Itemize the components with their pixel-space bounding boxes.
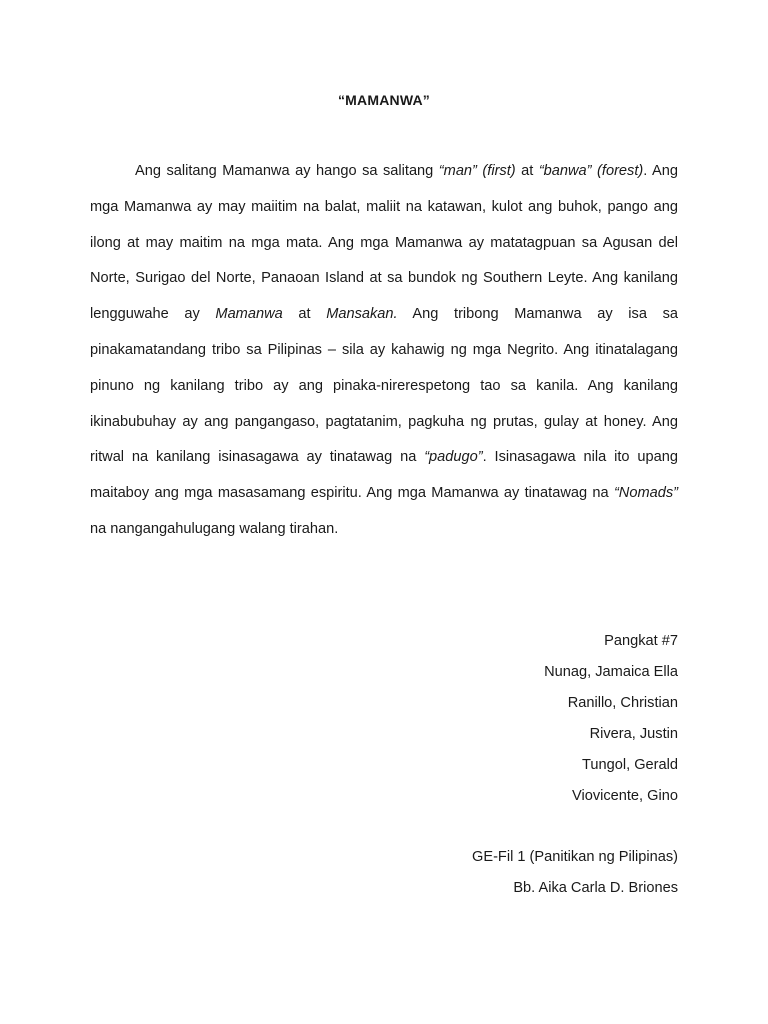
group-signature xyxy=(544,626,678,812)
member-name: Nunag, Jamaica Ella xyxy=(544,664,678,680)
course-name: GE-Fil 1 (Panitikan ng Pilipinas) xyxy=(471,849,678,865)
text-run: Ang tribong Mamanwa ay isa sa pinakamatandang tribo sa Pilipinas – sila ay kahawig ng mga Negrito. Ang itinatalagang pinuno ng kanilang tribo ay ang pinaka-nirerespetong tao sa kanila. Ang kanilang ikinabubuhay ay ang pangangaso, pagtatanim, pagkuha ng prutas, gulay at honey. Ang ritwal na kanilang isinasagawa ay tinatawag na xyxy=(90,306,678,466)
italic-text-run: “man” (first) xyxy=(438,163,516,179)
italic-text-run: “banwa” (forest) xyxy=(538,163,644,179)
member-name: Rivera, Justin xyxy=(589,726,678,742)
document-title: “MAMANWA” xyxy=(337,92,430,108)
text-run: . Isinasagawa nila ito upang maitaboy ang mga masasamang espiritu. Ang mga Mamanwa ay tinatawag na xyxy=(90,449,678,502)
italic-text-run: “Nomads” xyxy=(613,485,678,502)
text-run: . Ang mga Mamanwa ay may maiitim na balat, maliit na katawan, kulot ang buhok, pango ang ilong at may maitim na mga mata. Ang mga Mamanwa ay matatagpuan sa Agusan del Norte, Surigao del Norte, Panaoan Island at sa bundok ng Southern Leyte. Ang kanilang lengguwahe ay xyxy=(90,163,678,323)
text-run: at xyxy=(515,163,539,179)
body-paragraph xyxy=(90,154,678,548)
member-name: Ranillo, Christian xyxy=(567,695,678,711)
member-name: Tungol, Gerald xyxy=(582,757,678,773)
instructor-name: Bb. Aika Carla D. Briones xyxy=(513,880,678,896)
italic-text-run: Mamanwa xyxy=(215,306,283,323)
member-name: Viovicente, Gino xyxy=(571,788,678,804)
italic-text-run: “padugo” xyxy=(424,449,483,466)
group-label: Pangkat #7 xyxy=(604,633,678,649)
text-run: Ang salitang Mamanwa ay hango sa salitang xyxy=(135,163,439,179)
course-signature xyxy=(472,842,678,904)
text-run: na nangangahulugang walang tirahan. xyxy=(90,520,339,537)
italic-text-run: Mansakan. xyxy=(326,306,398,323)
text-run: at xyxy=(282,306,327,323)
